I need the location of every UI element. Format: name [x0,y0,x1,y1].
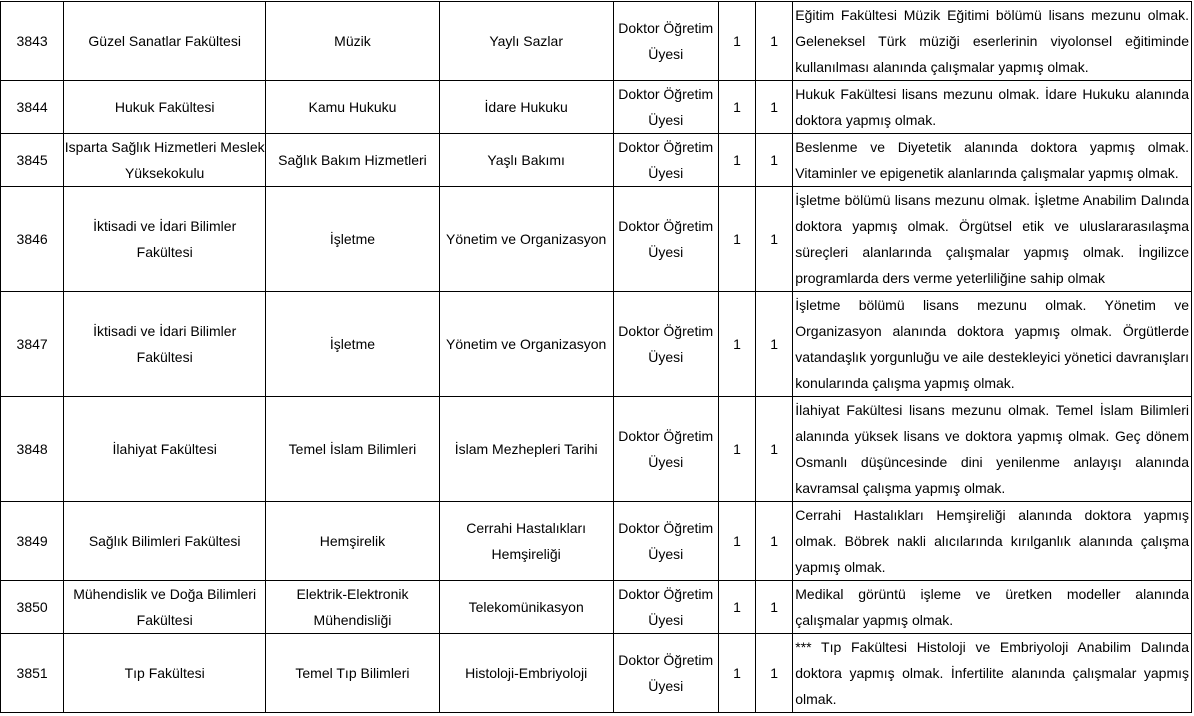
cell-conditions: Hukuk Fakültesi lisans mezunu olmak. İdare Hukuku alanında doktora yapmış olmak. [793,81,1192,134]
cell-department: Temel Tıp Bilimleri [266,634,440,713]
table-row [1,134,1192,187]
cell-conditions: İlahiyat Fakültesi lisans mezunu olmak. Temel İslam Bilimleri alanında yüksek lisans ve doktora yapmış olmak. Geç dönem Osmanlı düşüncesinde dini yenilenme anlayışı alanında kavramsal çalışma yapmış olmak. [793,397,1192,502]
cell-area: Yönetim ve Organizasyon [439,292,613,397]
cell-faculty: Tıp Fakültesi [64,634,266,713]
cell-title: Doktor Öğretim Üyesi [613,81,718,134]
cell-department: İşletme [266,292,440,397]
cell-count-a: 1 [718,187,755,292]
cell-conditions: Beslenme ve Diyetetik alanında doktora yapmış olmak. Vitaminler ve epigenetik alanlarında çalışmalar yapmış olmak. [793,134,1192,187]
cell-count-b: 1 [756,502,793,581]
cell-number: 3847 [1,292,64,397]
table-row [1,292,1192,397]
cell-area: Cerrahi Hastalıkları Hemşireliği [439,502,613,581]
cell-title: Doktor Öğretim Üyesi [613,134,718,187]
cell-title: Doktor Öğretim Üyesi [613,634,718,713]
cell-number: 3845 [1,134,64,187]
cell-conditions: İşletme bölümü lisans mezunu olmak. İşletme Anabilim Dalında doktora yapmış olmak. Örgütsel etik ve uluslararasılaşma süreçleri alanlarında çalışmalar yapmış olmak. İngilizce programlarda ders verme yeterliliğine sahip olmak [793,187,1192,292]
cell-count-b: 1 [756,634,793,713]
cell-count-a: 1 [718,81,755,134]
cell-department: Temel İslam Bilimleri [266,397,440,502]
cell-count-b: 1 [756,581,793,634]
cell-area: Yönetim ve Organizasyon [439,187,613,292]
cell-count-b: 1 [756,2,793,81]
cell-faculty: İlahiyat Fakültesi [64,397,266,502]
cell-conditions: *** Tıp Fakültesi Histoloji ve Embriyoloji Anabilim Dalında doktora yapmış olmak. İnfertilite alanında çalışmalar yapmış olmak. [793,634,1192,713]
cell-number: 3849 [1,502,64,581]
cell-number: 3848 [1,397,64,502]
cell-department: İşletme [266,187,440,292]
cell-conditions: İşletme bölümü lisans mezunu olmak. Yönetim ve Organizasyon alanında doktora yapmış olmak. Örgütlerde vatandaşlık yorgunluğu ve aile destekleyici yönetici davranışları konularında çalışma yapmış olmak. [793,292,1192,397]
cell-department: Hemşirelik [266,502,440,581]
cell-department: Elektrik-Elektronik Mühendisliği [266,581,440,634]
cell-count-b: 1 [756,292,793,397]
cell-conditions: Cerrahi Hastalıkları Hemşireliği alanında doktora yapmış olmak. Böbrek nakli alıcılarında kırılganlık alanında çalışma yapmış olmak. [793,502,1192,581]
cell-title: Doktor Öğretim Üyesi [613,187,718,292]
table-row [1,502,1192,581]
cell-title: Doktor Öğretim Üyesi [613,397,718,502]
cell-area: İslam Mezhepleri Tarihi [439,397,613,502]
cell-number: 3851 [1,634,64,713]
cell-faculty: Güzel Sanatlar Fakültesi [64,2,266,81]
cell-area: Yaylı Sazlar [439,2,613,81]
cell-count-a: 1 [718,634,755,713]
cell-count-a: 1 [718,292,755,397]
table-row [1,2,1192,81]
table-row [1,634,1192,713]
cell-number: 3843 [1,2,64,81]
cell-number: 3844 [1,81,64,134]
cell-faculty: Isparta Sağlık Hizmetleri Meslek Yüksekokulu [64,134,266,187]
positions-table-body [1,2,1192,713]
cell-number: 3846 [1,187,64,292]
cell-count-b: 1 [756,187,793,292]
cell-area: Histoloji-Embriyoloji [439,634,613,713]
cell-department: Müzik [266,2,440,81]
cell-department: Kamu Hukuku [266,81,440,134]
cell-conditions: Eğitim Fakültesi Müzik Eğitimi bölümü lisans mezunu olmak. Geleneksel Türk müziği eserlerinin viyolonsel eğitiminde kullanılması alanında çalışmalar yapmış olmak. [793,2,1192,81]
positions-table [0,1,1192,713]
cell-count-a: 1 [718,581,755,634]
cell-faculty: Hukuk Fakültesi [64,81,266,134]
cell-faculty: Mühendislik ve Doğa Bilimleri Fakültesi [64,581,266,634]
cell-title: Doktor Öğretim Üyesi [613,292,718,397]
cell-faculty: İktisadi ve İdari Bilimler Fakültesi [64,292,266,397]
cell-count-b: 1 [756,81,793,134]
cell-title: Doktor Öğretim Üyesi [613,581,718,634]
table-row [1,81,1192,134]
table-row [1,581,1192,634]
cell-count-b: 1 [756,397,793,502]
cell-count-a: 1 [718,502,755,581]
cell-count-b: 1 [756,134,793,187]
cell-count-a: 1 [718,134,755,187]
cell-department: Sağlık Bakım Hizmetleri [266,134,440,187]
cell-area: İdare Hukuku [439,81,613,134]
cell-area: Telekomünikasyon [439,581,613,634]
cell-conditions: Medikal görüntü işleme ve üretken modeller alanında çalışmalar yapmış olmak. [793,581,1192,634]
cell-area: Yaşlı Bakımı [439,134,613,187]
cell-count-a: 1 [718,397,755,502]
table-row [1,187,1192,292]
table-row [1,397,1192,502]
cell-count-a: 1 [718,2,755,81]
cell-faculty: İktisadi ve İdari Bilimler Fakültesi [64,187,266,292]
cell-title: Doktor Öğretim Üyesi [613,502,718,581]
cell-title: Doktor Öğretim Üyesi [613,2,718,81]
cell-number: 3850 [1,581,64,634]
cell-faculty: Sağlık Bilimleri Fakültesi [64,502,266,581]
